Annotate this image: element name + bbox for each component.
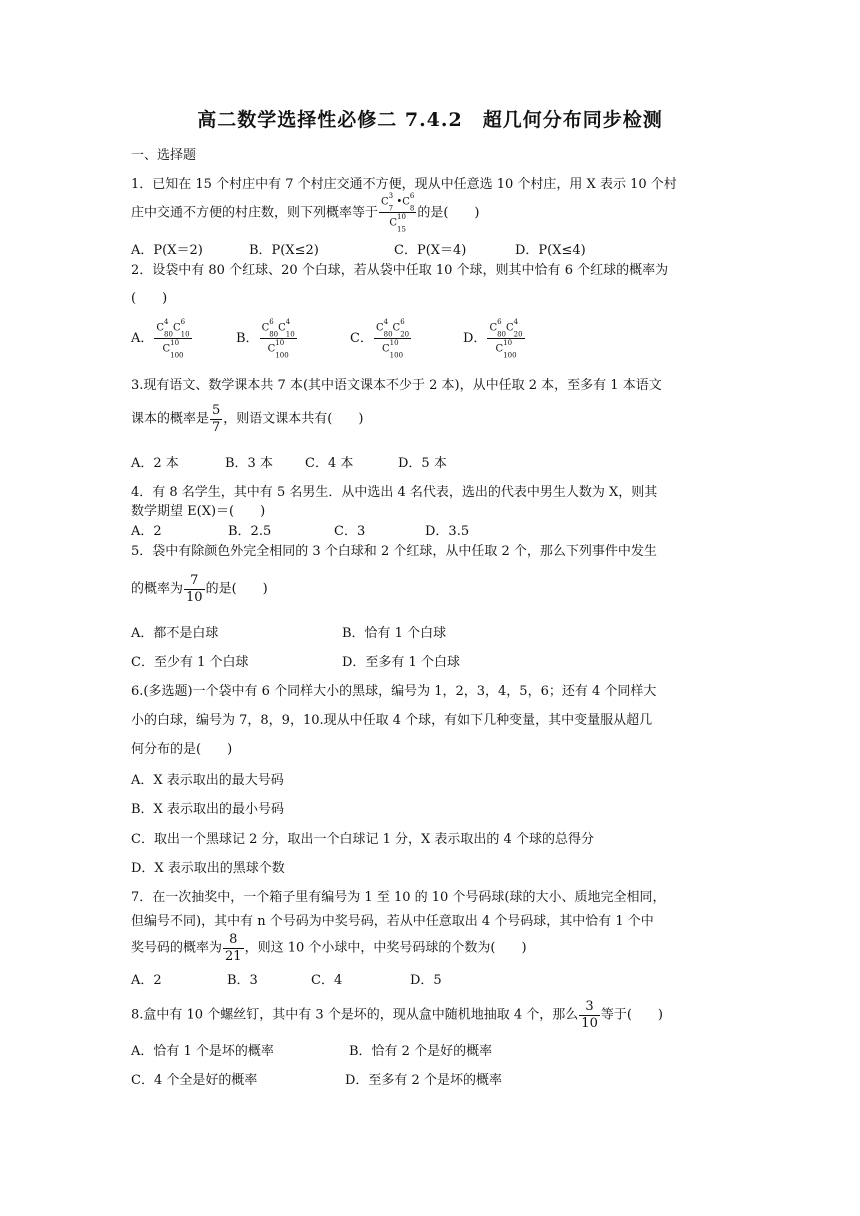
q1-option-b: B．P(X≤2): [249, 243, 319, 258]
q7-option-b: B．3: [227, 973, 258, 988]
q3-line-2: [131, 404, 363, 434]
q5-options-row-1: [131, 625, 446, 643]
q2-option-c: C． $C^4$ $_{80}C^6$ $_{20}$ $C^{10}$ $_{100}$: [350, 318, 410, 360]
q8-option-a: A．恰有 1 个是坏的概率: [131, 1044, 274, 1059]
q8-text-b: 等于( ): [600, 1007, 663, 1023]
q1-fraction: $C^3$ $_7$ $•C^6$ $_8$ $C^{10}$ $_{15}$: [381, 192, 415, 234]
q6-line-1: 6.(多选题)一个袋中有 6 个同样大小的黑球，编号为 1，2，3，4，5，6；还有 4 个同样大: [131, 684, 657, 699]
q3-options: [131, 455, 447, 473]
q5-line-1: 5．袋中有除颜色外完全相同的 3 个白球和 2 个红球，从中任取 2 个，那么下列事件中发生: [131, 544, 657, 559]
q5-option-b: B．恰有 1 个白球: [342, 626, 447, 641]
q6-option-d: D．X 表示取出的黑球个数: [131, 861, 285, 876]
q6-option-a: A．X 表示取出的最大号码: [131, 773, 284, 788]
q3-option-b: B．3 本: [225, 456, 273, 471]
q4-option-d: D．3.5: [425, 524, 470, 539]
q5-line-2: [131, 574, 268, 604]
q1-line-1: 1．已知在 15 个村庄中有 7 个村庄交通不方便，现从中任意选 10 个村庄，用 X 表示 10 个村: [131, 177, 677, 192]
q4-line-1: 4．有 8 名学生，其中有 5 名男生．从中选出 4 名代表，选出的代表中男生人数为 X，则其: [131, 485, 658, 500]
q7-line-2: 但编号不同)，其中有 n 个号码为中奖号码，若从中任意取出 4 个号码球，其中恰有 1 个中: [131, 914, 654, 929]
q2-line-1: 2．设袋中有 80 个红球、20 个白球，若从袋中任取 10 个球，则其中恰有 6 个红球的概率为: [131, 263, 669, 278]
q8-fraction: $\frac{3}{10}$: [581, 999, 598, 1031]
q6-line-3: 何分布的是( ): [131, 742, 233, 757]
q5-option-d: D．至多有 1 个白球: [342, 655, 460, 670]
q5-fraction: $\frac{7}{10}$: [186, 573, 203, 605]
section-heading: 一、选择题: [131, 148, 197, 163]
q6-line-2: 小的白球，编号为 7，8，9，10.现从中任取 4 个球，有如下几种变量，其中变量服从超几: [131, 713, 653, 728]
q6-option-c: C．取出一个黑球记 2 分，取出一个白球记 1 分，X 表示取出的 4 个球的总得分: [131, 832, 594, 847]
q7-text-b: ，则这 10 个小球中，中奖号码球的个数为( ): [244, 940, 527, 956]
q1-options: [131, 242, 586, 260]
q7-option-c: C．4: [311, 973, 343, 988]
q2-options: [131, 319, 526, 359]
q2-option-d: D． $C^6$ $_{80}C^4$ $_{20}$ $C^{10}$ $_{100}$: [463, 318, 523, 360]
q3-text-a: 课本的概率是: [131, 411, 210, 427]
q7-options: [131, 972, 442, 990]
q1-text-a: 庄中交通不方便的村庄数，则下列概率等于: [131, 205, 379, 221]
q6-option-b: B．X 表示取出的最小号码: [131, 802, 284, 817]
q5-text-b: 的是( ): [205, 581, 268, 597]
q5-option-c: C．至少有 1 个白球: [131, 655, 249, 670]
q7-line-3: [131, 933, 527, 963]
q8-option-c: C．4 个全是好的概率: [131, 1073, 258, 1088]
q3-option-a: A．2 本: [131, 456, 179, 471]
q7-text-a: 奖号码的概率为: [131, 940, 223, 956]
q1-option-a: A．P(X＝2): [131, 243, 203, 258]
q1-option-d: D．P(X≤4): [515, 243, 586, 258]
document-title: 高二数学选择性必修二 7.4.2 超几何分布同步检测: [197, 109, 663, 131]
q3-text-b: ，则语文课本共有( ): [223, 411, 364, 427]
q7-option-d: D．5: [410, 973, 442, 988]
q8-option-d: D．至多有 2 个是坏的概率: [345, 1073, 502, 1088]
q5-text-a: 的概率为: [131, 581, 184, 597]
q1-line-2: [131, 193, 480, 233]
q3-option-d: D．5 本: [398, 456, 447, 471]
q4-line-2: 数学期望 E(X)＝( ): [131, 504, 266, 519]
q3-line-1: 3.现有语文、数学课本共 7 本(其中语文课本不少于 2 本)，从中任取 2 本，至多有 1 本语文: [131, 378, 662, 393]
q5-options-row-2: [131, 654, 460, 672]
q7-option-a: A．2: [131, 973, 162, 988]
q8-options-row-2: [131, 1072, 502, 1090]
q7-fraction: $\frac{8}{21}$: [225, 932, 242, 964]
q4-option-a: A．2: [131, 524, 162, 539]
q4-options: [131, 523, 469, 541]
q8-line-1: [131, 1000, 663, 1030]
q7-line-1: 7．在一次抽奖中，一个箱子里有编号为 1 至 10 的 10 个号码球(球的大小、质地完全相同，: [131, 890, 666, 905]
q4-option-c: C．3: [334, 524, 366, 539]
q1-option-c: C．P(X＝4): [394, 243, 467, 258]
q2-line-2: ( ): [131, 291, 168, 306]
q2-option-a: A． $C^4$ $_{80}C^6$ $_{10}$ $C^{10}$ $_{100}$: [131, 318, 190, 360]
q8-option-b: B．恰有 2 个是好的概率: [349, 1044, 493, 1059]
q3-fraction: $\frac{5}{7}$: [212, 403, 221, 435]
q8-text-a: 8.盒中有 10 个螺丝钉，其中有 3 个是坏的，现从盒中随机地抽取 4 个，那么: [131, 1007, 579, 1023]
q8-options-row-1: [131, 1043, 492, 1061]
q2-option-b: B． $C^6$ $_{80}C^4$ $_{10}$ $C^{10}$ $_{100}$: [236, 318, 295, 360]
q4-option-b: B．2.5: [228, 524, 272, 539]
q3-option-c: C．4 本: [305, 456, 354, 471]
q5-option-a: A．都不是白球: [131, 626, 219, 641]
q1-text-b: 的是( ): [417, 205, 480, 221]
